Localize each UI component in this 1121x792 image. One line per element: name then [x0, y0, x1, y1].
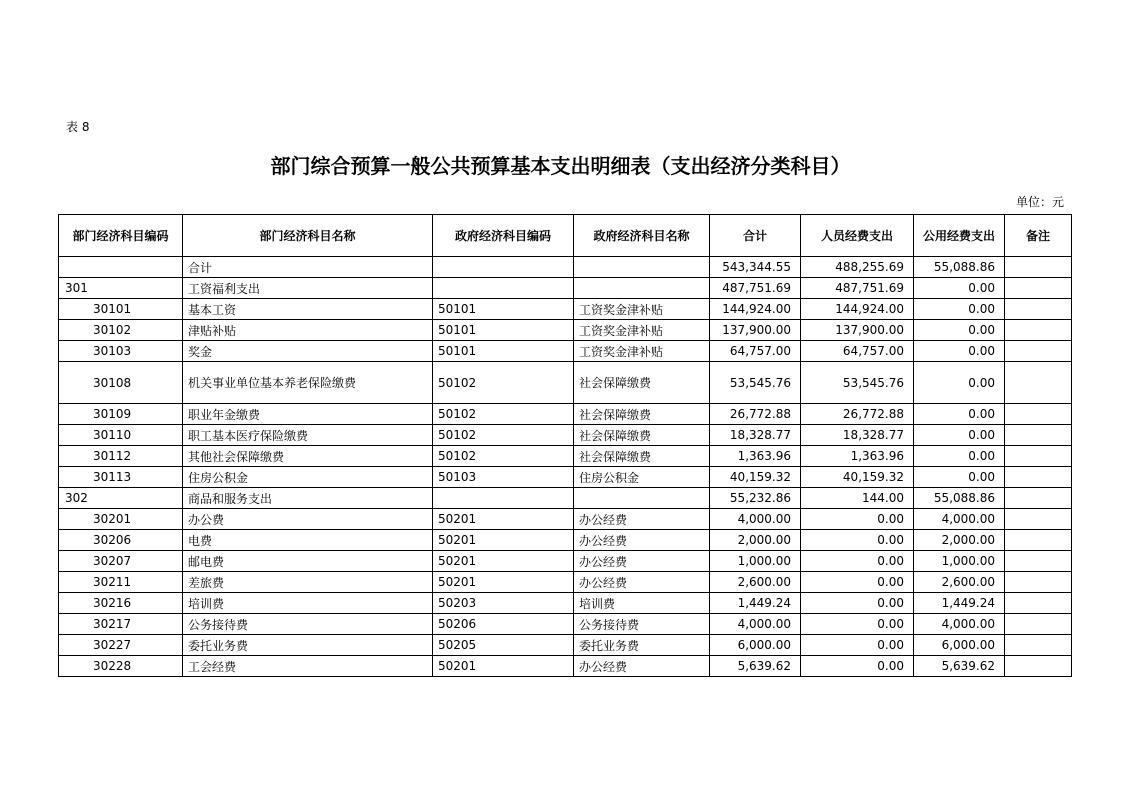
cell-note [1005, 299, 1072, 320]
cell-personnel: 1,363.96 [801, 446, 914, 467]
cell-gov-code: 50201 [433, 572, 574, 593]
cell-personnel: 64,757.00 [801, 341, 914, 362]
cell-total: 18,328.77 [710, 425, 801, 446]
cell-total: 53,545.76 [710, 362, 801, 404]
cell-gov-name: 工资奖金津补贴 [574, 320, 710, 341]
cell-note [1005, 614, 1072, 635]
cell-dept-code: 30206 [59, 530, 183, 551]
table-row [59, 467, 1072, 488]
cell-public: 0.00 [914, 467, 1005, 488]
cell-dept-code: 30207 [59, 551, 183, 572]
cell-dept-code: 302 [59, 488, 183, 509]
cell-public: 2,600.00 [914, 572, 1005, 593]
cell-dept-code: 30216 [59, 593, 183, 614]
cell-gov-name: 办公经费 [574, 656, 710, 677]
cell-note [1005, 551, 1072, 572]
cell-personnel: 144.00 [801, 488, 914, 509]
cell-dept-name: 工会经费 [183, 656, 433, 677]
cell-gov-name [574, 257, 710, 278]
cell-gov-code: 50102 [433, 404, 574, 425]
cell-dept-code: 30113 [59, 467, 183, 488]
cell-gov-name: 社会保障缴费 [574, 362, 710, 404]
cell-note [1005, 572, 1072, 593]
cell-total: 64,757.00 [710, 341, 801, 362]
cell-gov-code: 50205 [433, 635, 574, 656]
cell-dept-name: 差旅费 [183, 572, 433, 593]
cell-public: 6,000.00 [914, 635, 1005, 656]
cell-gov-code: 50102 [433, 425, 574, 446]
cell-dept-name: 合计 [183, 257, 433, 278]
cell-gov-code: 50101 [433, 299, 574, 320]
cell-total: 137,900.00 [710, 320, 801, 341]
cell-gov-name [574, 488, 710, 509]
table-row [59, 299, 1072, 320]
cell-note [1005, 362, 1072, 404]
cell-total: 4,000.00 [710, 614, 801, 635]
cell-gov-name: 工资奖金津补贴 [574, 299, 710, 320]
cell-gov-name: 办公经费 [574, 530, 710, 551]
cell-total: 40,159.32 [710, 467, 801, 488]
cell-personnel: 488,255.69 [801, 257, 914, 278]
cell-gov-name [574, 278, 710, 299]
header-dept-name: 部门经济科目名称 [183, 215, 433, 257]
table-row [59, 446, 1072, 467]
cell-dept-code: 30110 [59, 425, 183, 446]
table-row [59, 362, 1072, 404]
cell-dept-code: 30108 [59, 362, 183, 404]
table-header-row [59, 215, 1072, 257]
table-row [59, 320, 1072, 341]
cell-dept-code: 30102 [59, 320, 183, 341]
cell-dept-code: 30228 [59, 656, 183, 677]
header-public: 公用经费支出 [914, 215, 1005, 257]
cell-total: 26,772.88 [710, 404, 801, 425]
cell-personnel: 0.00 [801, 509, 914, 530]
table-row [59, 425, 1072, 446]
cell-gov-code: 50101 [433, 320, 574, 341]
cell-dept-code: 30103 [59, 341, 183, 362]
cell-gov-code: 50201 [433, 509, 574, 530]
table-row [59, 404, 1072, 425]
cell-gov-name: 办公经费 [574, 551, 710, 572]
cell-gov-code: 50103 [433, 467, 574, 488]
cell-gov-code: 50102 [433, 446, 574, 467]
cell-personnel: 0.00 [801, 530, 914, 551]
table-row [59, 509, 1072, 530]
cell-public: 2,000.00 [914, 530, 1005, 551]
cell-personnel: 0.00 [801, 551, 914, 572]
table-row [59, 635, 1072, 656]
header-total: 合计 [710, 215, 801, 257]
cell-total: 543,344.55 [710, 257, 801, 278]
cell-note [1005, 257, 1072, 278]
cell-total: 4,000.00 [710, 509, 801, 530]
cell-public: 0.00 [914, 320, 1005, 341]
cell-dept-code: 30217 [59, 614, 183, 635]
cell-dept-name: 培训费 [183, 593, 433, 614]
cell-dept-name: 职工基本医疗保险缴费 [183, 425, 433, 446]
cell-gov-name: 委托业务费 [574, 635, 710, 656]
cell-personnel: 0.00 [801, 572, 914, 593]
cell-public: 0.00 [914, 278, 1005, 299]
cell-gov-name: 培训费 [574, 593, 710, 614]
cell-gov-code: 50201 [433, 551, 574, 572]
cell-dept-name: 商品和服务支出 [183, 488, 433, 509]
cell-public: 1,000.00 [914, 551, 1005, 572]
cell-public: 5,639.62 [914, 656, 1005, 677]
cell-public: 0.00 [914, 299, 1005, 320]
cell-public: 0.00 [914, 362, 1005, 404]
cell-dept-name: 机关事业单位基本养老保险缴费 [183, 362, 433, 404]
cell-gov-name: 社会保障缴费 [574, 446, 710, 467]
cell-public: 55,088.86 [914, 257, 1005, 278]
cell-public: 55,088.86 [914, 488, 1005, 509]
cell-dept-code: 30101 [59, 299, 183, 320]
cell-dept-name: 办公费 [183, 509, 433, 530]
cell-gov-code: 50102 [433, 362, 574, 404]
cell-personnel: 0.00 [801, 614, 914, 635]
unit-label: 单位：元 [1015, 195, 1064, 209]
cell-note [1005, 320, 1072, 341]
cell-personnel: 18,328.77 [801, 425, 914, 446]
cell-gov-code: 50201 [433, 656, 574, 677]
cell-gov-name: 公务接待费 [574, 614, 710, 635]
cell-note [1005, 467, 1072, 488]
cell-total: 1,000.00 [710, 551, 801, 572]
header-gov-name: 政府经济科目名称 [574, 215, 710, 257]
table-row [59, 530, 1072, 551]
cell-note [1005, 425, 1072, 446]
cell-personnel: 0.00 [801, 593, 914, 614]
expenditure-detail-table [58, 214, 1072, 677]
cell-gov-name: 社会保障缴费 [574, 404, 710, 425]
cell-total: 5,639.62 [710, 656, 801, 677]
cell-note [1005, 530, 1072, 551]
cell-dept-name: 津贴补贴 [183, 320, 433, 341]
cell-dept-code: 30201 [59, 509, 183, 530]
cell-dept-code [59, 257, 183, 278]
cell-note [1005, 446, 1072, 467]
cell-total: 2,600.00 [710, 572, 801, 593]
header-personnel: 人员经费支出 [801, 215, 914, 257]
cell-dept-code: 30227 [59, 635, 183, 656]
cell-dept-name: 奖金 [183, 341, 433, 362]
cell-total: 2,000.00 [710, 530, 801, 551]
cell-personnel: 144,924.00 [801, 299, 914, 320]
table-row [59, 593, 1072, 614]
cell-note [1005, 593, 1072, 614]
cell-gov-name: 办公经费 [574, 572, 710, 593]
cell-public: 4,000.00 [914, 614, 1005, 635]
table-row [59, 572, 1072, 593]
cell-gov-name: 住房公积金 [574, 467, 710, 488]
cell-personnel: 40,159.32 [801, 467, 914, 488]
cell-total: 1,363.96 [710, 446, 801, 467]
cell-note [1005, 656, 1072, 677]
cell-note [1005, 341, 1072, 362]
cell-gov-code: 50203 [433, 593, 574, 614]
table-row [59, 278, 1072, 299]
header-dept-code: 部门经济科目编码 [59, 215, 183, 257]
cell-gov-code [433, 488, 574, 509]
cell-total: 144,924.00 [710, 299, 801, 320]
cell-personnel: 137,900.00 [801, 320, 914, 341]
cell-dept-name: 电费 [183, 530, 433, 551]
table-row [59, 488, 1072, 509]
cell-public: 0.00 [914, 404, 1005, 425]
cell-dept-name: 职业年金缴费 [183, 404, 433, 425]
cell-total: 6,000.00 [710, 635, 801, 656]
cell-personnel: 0.00 [801, 635, 914, 656]
cell-gov-code [433, 257, 574, 278]
cell-total: 1,449.24 [710, 593, 801, 614]
table-row [59, 614, 1072, 635]
table-row [59, 257, 1072, 278]
cell-gov-code: 50201 [433, 530, 574, 551]
table-number-label: 表 8 [66, 120, 90, 134]
cell-total: 55,232.86 [710, 488, 801, 509]
cell-dept-code: 30109 [59, 404, 183, 425]
cell-public: 0.00 [914, 446, 1005, 467]
cell-public: 0.00 [914, 341, 1005, 362]
cell-dept-code: 30211 [59, 572, 183, 593]
cell-gov-code: 50206 [433, 614, 574, 635]
cell-public: 0.00 [914, 425, 1005, 446]
cell-dept-name: 基本工资 [183, 299, 433, 320]
cell-gov-name: 工资奖金津补贴 [574, 341, 710, 362]
cell-gov-code [433, 278, 574, 299]
table-row [59, 551, 1072, 572]
cell-personnel: 0.00 [801, 656, 914, 677]
cell-note [1005, 635, 1072, 656]
table-row [59, 656, 1072, 677]
cell-dept-code: 301 [59, 278, 183, 299]
cell-dept-name: 住房公积金 [183, 467, 433, 488]
header-gov-code: 政府经济科目编码 [433, 215, 574, 257]
cell-note [1005, 488, 1072, 509]
cell-dept-name: 委托业务费 [183, 635, 433, 656]
cell-gov-code: 50101 [433, 341, 574, 362]
header-note: 备注 [1005, 215, 1072, 257]
cell-dept-name: 公务接待费 [183, 614, 433, 635]
cell-public: 1,449.24 [914, 593, 1005, 614]
page-title: 部门综合预算一般公共预算基本支出明细表（支出经济分类科目） [270, 154, 851, 178]
cell-personnel: 53,545.76 [801, 362, 914, 404]
cell-dept-name: 工资福利支出 [183, 278, 433, 299]
cell-personnel: 26,772.88 [801, 404, 914, 425]
cell-personnel: 487,751.69 [801, 278, 914, 299]
table-row [59, 341, 1072, 362]
cell-dept-code: 30112 [59, 446, 183, 467]
cell-gov-name: 办公经费 [574, 509, 710, 530]
cell-public: 4,000.00 [914, 509, 1005, 530]
cell-note [1005, 278, 1072, 299]
cell-dept-name: 邮电费 [183, 551, 433, 572]
cell-gov-name: 社会保障缴费 [574, 425, 710, 446]
cell-note [1005, 404, 1072, 425]
cell-total: 487,751.69 [710, 278, 801, 299]
cell-note [1005, 509, 1072, 530]
cell-dept-name: 其他社会保障缴费 [183, 446, 433, 467]
